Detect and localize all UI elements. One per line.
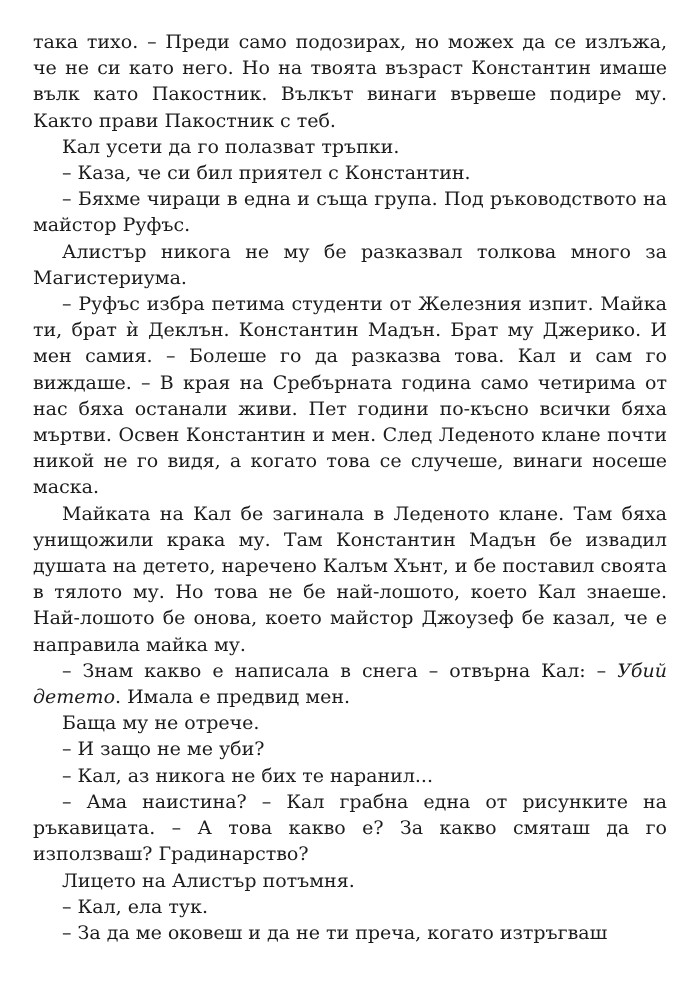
paragraph-8-end: . Имала е предвид мен. [115,686,351,709]
paragraph-3: – Каза, че си бил приятел с Константин. [62,162,471,185]
paragraph-15: – За да ме оковеш и да не ти преча, когато изтръгваш [62,921,608,944]
paragraph-9: Баща му не отрече. [62,712,260,735]
paragraph-1: така тихо. – Преди само подозирах, но можех да се излъжа, че не си като него. Но на твоята възраст Константин имаше вълк като Пакостник. Вълкът винаги вървеше подире му. Както прави Пакостник с теб. [33,31,667,132]
paragraph-6: – Руфъс избра петима студенти от Железния изпит. Майка ти, брат ѝ Деклън. Константин Мадън. Брат му Джерико. И мен самия. – Болеше го да разказва това. Кал и сам го виждаше. – В края на Сребърната година само четирима от нас бяха останали живи. Пет години по-късно всички бяха мъртви. Освен Константин и мен. След Леденото клане почти никой не го видя, а когато това се случеше, винаги носеше маска. [33,293,667,499]
paragraph-13: Лицето на Алистър потъмня. [62,869,355,892]
paragraph-11: – Кал, аз никога не бих те наранил... [62,764,434,787]
paragraph-4: – Бяхме чираци в една и съща група. Под ръководството на майстор Руфъс. [33,188,667,237]
paragraph-8 [33,658,667,710]
paragraph-8-italic: Убий детето [33,659,667,709]
paragraph-14: – Кал, ела тук. [62,895,209,918]
paragraph-7: Майката на Кал бе загинала в Леденото клане. Там бяха унищожили крака му. Там Константин Мадън бе извадил душата на детето, наречено Калъм Хънт, и бе поставил своята в тялото му. Но това не бе най-лошото, което Кал знаеше. Най-лошото бе онова, което майстор Джоузеф бе казал, че е направила майка му. [33,502,667,656]
paragraph-2: Кал усети да го полазват тръпки. [62,135,400,158]
paragraph-10: – И защо не ме уби? [62,738,265,761]
paragraph-12: – Ама наистина? – Кал грабна една от рисунките на ръкавицата. – А това какво е? За какво смяташ да го използваш? Градинарство? [33,790,667,866]
paragraph-5: Алистър никога не му бе разказвал толкова много за Магистериума. [33,240,667,289]
paragraph-8-start: – Знам какво е написала в снега – отвърна Кал: – [62,659,618,682]
book-page [33,29,667,946]
